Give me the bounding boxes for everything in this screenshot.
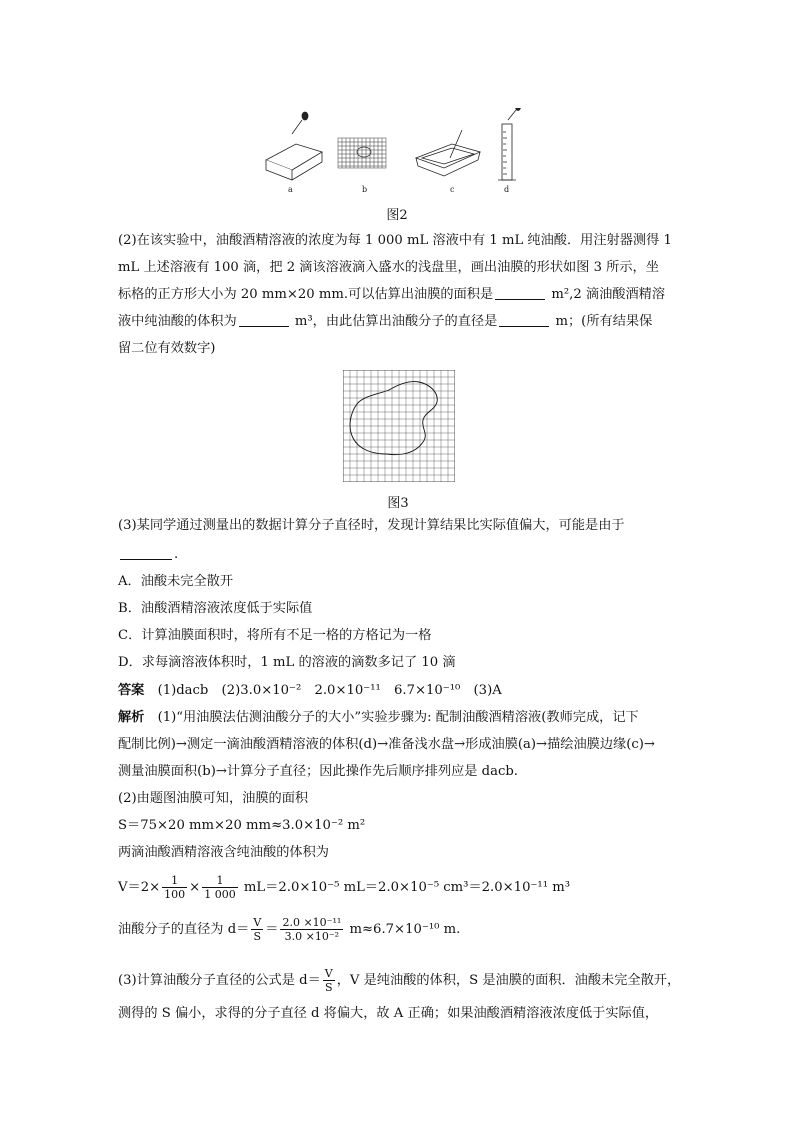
analysis-volume-equation — [118, 873, 570, 903]
frac-num: 2.0 ×10⁻¹¹ — [282, 916, 342, 929]
analysis-line-q3-formula — [118, 966, 680, 996]
frac-den: 3.0 ×10⁻² — [284, 930, 340, 943]
q2-line-4-tail: m；(所有结果保 — [551, 314, 653, 329]
fig2-label-d: d — [504, 185, 510, 194]
frac-num: 1 — [202, 874, 238, 888]
frac-den: S — [324, 981, 333, 994]
q2-line-4 — [118, 312, 652, 332]
figure-3-oil-film-grid — [343, 370, 455, 482]
eq-equals: ＝ — [265, 922, 279, 937]
q2-line-5: 留二位有效数字) — [118, 341, 216, 356]
fig2-label-c: c — [450, 185, 455, 194]
q3-option-b: B．油酸酒精溶液浓度低于实际值 — [118, 601, 313, 616]
fraction-values — [280, 916, 343, 943]
analysis-line-2: 配制比例)→测定一滴油酸酒精溶液的体积(d)→准备浅水盘→形成油膜(a)→描绘油膜边缘(c)→ — [118, 737, 655, 752]
q3-stem-blank-line — [118, 545, 178, 565]
q3-option-d: D．求每滴溶液体积时，1 mL 的溶液的滴数多记了 10 滴 — [118, 655, 456, 670]
frac-den: S — [253, 930, 262, 943]
fraction-1-1000 — [202, 874, 238, 901]
answer-label: 答案 — [118, 683, 145, 698]
q3-stem: (3)某同学通过测量出的数据计算分子直径时，发现计算结果比实际值偏大，可能是由于 — [118, 518, 625, 533]
fraction-v-s-2 — [323, 967, 335, 994]
eq-times: × — [189, 880, 201, 895]
analysis-label: 解析 — [118, 710, 145, 725]
q2-line-3 — [118, 285, 665, 305]
q3-option-a: A．油酸未完全散开 — [118, 574, 234, 589]
apparatus-d-cylinder — [498, 108, 521, 180]
eq-formula-start: (3)计算油酸分子直径的公式是 d＝ — [118, 973, 321, 988]
analysis-line-5: S＝75×20 mm×20 mm≈3.0×10⁻² m² — [118, 818, 366, 833]
eq-d-end: m≈6.7×10⁻¹⁰ m. — [345, 922, 461, 937]
eq-d-start: 油酸分子的直径为 d＝ — [118, 922, 250, 937]
frac-den: 100 — [164, 888, 186, 901]
analysis-line-6: 两滴油酸酒精溶液含纯油酸的体积为 — [118, 845, 329, 860]
apparatus-a-tray-dropper — [266, 112, 322, 180]
frac-den: 1 000 — [204, 888, 236, 901]
figure-2-caption: 图2 — [386, 208, 408, 223]
apparatus-c-dish-pen — [416, 130, 480, 176]
analysis-line-3: 测量油膜面积(b)→计算分子直径；因此操作先后顺序排列应是 dacb. — [118, 764, 518, 779]
apparatus-b-grid-plate — [338, 138, 386, 168]
eq-v-end: mL＝2.0×10⁻⁵ mL＝2.0×10⁻⁵ cm³＝2.0×10⁻¹¹ m³ — [239, 880, 570, 895]
analysis-diameter-equation — [118, 915, 460, 945]
fig2-label-b: b — [362, 185, 368, 194]
analysis-line-4: (2)由题图油膜可知，油膜的面积 — [118, 791, 309, 806]
eq-v-start: V＝2× — [118, 880, 161, 895]
frac-num: V — [324, 967, 333, 980]
analysis-line-last: 测得的 S 偏小，求得的分子直径 d 将偏大，故 A 正确；如果油酸酒精溶液浓度低于实际值， — [118, 1006, 659, 1021]
fig2-label-a: a — [288, 185, 293, 194]
q2-line-2: mL 上述溶液有 100 滴，把 2 滴该溶液滴入盛水的浅盘里，画出油膜的形状如图 3 所示，坐 — [118, 260, 659, 275]
fraction-v-s — [251, 916, 263, 943]
q2-line-4-mid: m³，由此估算出油酸分子的直径是 — [290, 314, 498, 329]
analysis-line-1 — [118, 708, 639, 728]
q2-line-3-text: 标格的正方形大小为 20 mm×20 mm.可以估算出油膜的面积是 — [118, 287, 494, 302]
q3-option-c: C．计算油膜面积时，将所有不足一格的方格记为一格 — [118, 628, 432, 643]
answer-text: (1)dacb (2)3.0×10⁻² 2.0×10⁻¹¹ 6.7×10⁻¹⁰ (3)A — [157, 683, 502, 698]
eq-formula-end: ，V 是纯油酸的体积，S 是油膜的面积．油酸未完全散开， — [336, 973, 681, 988]
answer-blank-area — [495, 285, 545, 300]
analysis-p1a: (1)“用油膜法估测油酸分子的大小”实验步骤为: 配制油酸酒精溶液(教师完成，记下 — [157, 710, 639, 725]
answer-blank-volume — [239, 312, 289, 327]
q2-line-1: (2)在该实验中，油酸酒精溶液的浓度为每 1 000 mL 溶液中有 1 mL 纯油酸．用注射器测得 1 — [118, 233, 672, 248]
q2-line-4-text: 液中纯油酸的体积为 — [118, 314, 237, 329]
answer-blank-q3 — [120, 545, 172, 560]
fraction-1-100 — [162, 874, 187, 901]
frac-num: V — [253, 916, 262, 929]
q2-line-3-tail: m²,2 滴油酸酒精溶 — [547, 287, 666, 302]
figure-3-caption: 图3 — [387, 496, 409, 511]
figure-2-apparatus — [258, 108, 528, 200]
q3-stem-end: . — [174, 547, 179, 562]
frac-num: 1 — [162, 874, 187, 888]
answer-blank-diameter — [499, 312, 549, 327]
answer-line — [118, 681, 502, 701]
